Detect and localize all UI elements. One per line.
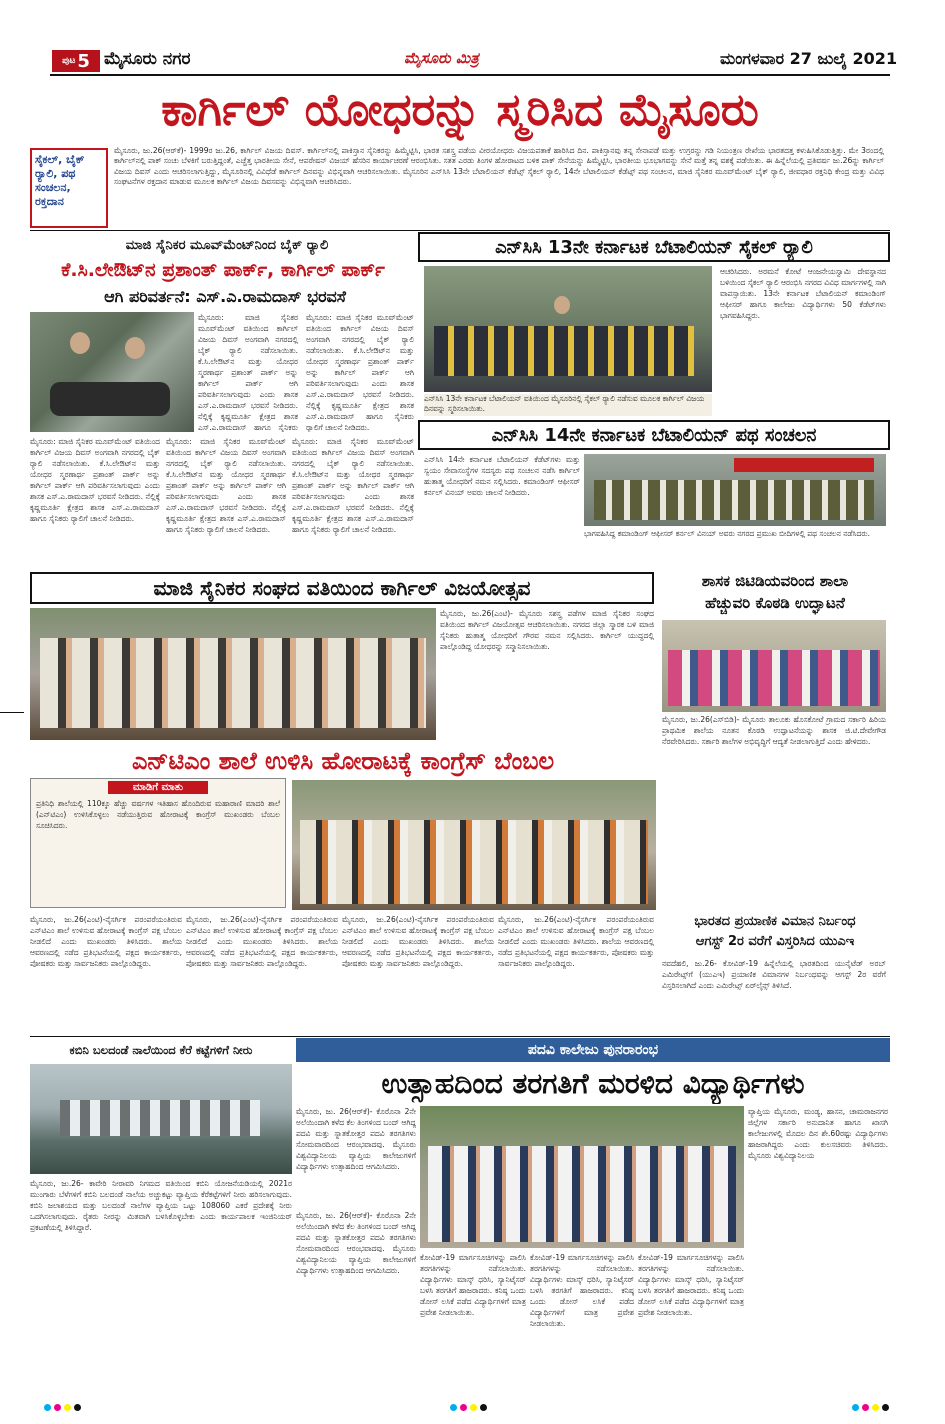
vets-body: ಮೈಸೂರು, ಜು.26(ಎಂಟಿ)- ಮೈಸೂರು ಸಶಸ್ತ್ರ ಪಡೆಗಳ ಮಾಜಿ ಸೈನಿಕರ ಸಂಘದ ವತಿಯಿಂದ ಕಾರ್ಗಿಲ್ ವಿಜಯೋತ್ಸವ ಆಚರಿಸಲಾಯಿತು. ನಗರದ ಜಿಲ್ಲಾ ಸ್ಮಾರಕ ಬಳಿ ಮಾಜಿ ಸೈನಿಕರು ಹುತಾತ್ಮ ಯೋಧರಿಗೆ ಗೌರವ ನಮನ ಸಲ್ಲಿಸಿದರು. ಕಾರ್ಗಿಲ್ ಯುದ್ಧದಲ್ಲಿ ಪಾಲ್ಗೊಂಡಿದ್ದ ಯೋಧರನ್ನು ಸನ್ಮಾನಿಸಲಾಯಿತು. <box>440 609 654 651</box>
photo-marchers <box>594 480 874 520</box>
photo-dam-gates <box>60 1100 260 1136</box>
page-label: ಪುಟ <box>62 56 76 66</box>
ntm-body-col1: ಮೈಸೂರು, ಜು.26(ಎಂಟಿ)-ನೈಸರ್ಗಿಕ ಪರಂಪರೆಯಂತಿರುವ ಎನ್‌ಟಿಎಂ ಶಾಲೆ ಉಳಿಸುವ ಹೋರಾಟಕ್ಕೆ ಕಾಂಗ್ರೆಸ್ ಪಕ್ಷ ಬೆಂಬಲ ನೀಡಲಿದೆ ಎಂದು ಮುಖಂಡರು ತಿಳಿಸಿದರು. ಶಾಲೆಯ ಆವರಣದಲ್ಲಿ ನಡೆದ ಪ್ರತಿಭಟನೆಯಲ್ಲಿ ಪಕ್ಷದ ಕಾರ್ಯಕರ್ತರು, ಪೋಷಕರು ಮತ್ತು ಸಾರ್ವಜನಿಕರು ಪಾಲ್ಗೊಂಡಿದ್ದರು. <box>30 915 182 968</box>
registration-marks-center <box>450 1404 487 1411</box>
ncc13-caption: ಎನ್‌ಸಿಸಿ 13ನೇ ಕರ್ನಾಟಕ ಬೆಟಾಲಿಯನ್ ವತಿಯಿಂದ ಮೈಸೂರಿನಲ್ಲಿ ಸೈಕಲ್ ರ‍್ಯಾಲಿ ನಡೆಸುವ ಮೂಲಕ ಕಾರ್ಗಿಲ್ ವಿಜಯ ದಿನವನ್ನು ಸ್ಮರಿಸಲಾಯಿತು. <box>424 394 712 416</box>
ncc13-body: ಆಚರಿಸಿದರು. ಅರಮನೆ ಕೋಟೆ ಆಂಜನೇಯಸ್ವಾಮಿ ದೇವಸ್ಥಾನದ ಬಳಿಯಿಂದ ಸೈಕಲ್ ರ‍್ಯಾಲಿ ಆರಂಭಿಸಿ ನಗರದ ವಿವಿಧ ಮಾರ್ಗಗಳಲ್ಲಿ ಸಾಗಿ ವಾಪಸ್ಸಾಯಿತು. 13ನೇ ಕರ್ನಾಟಕ ಬೆಟಾಲಿಯನ್ ಕಮಾಂಡಿಂಗ್ ಆಫೀಸರ್ ಹಾಗೂ ಕಾಲೇಜು ವಿದ್ಯಾರ್ಥಿಗಳು 50 ಕೆಡೆಟ್‌ಗಳು ಭಾಗವಹಿಸಿದ್ದರು. <box>720 267 886 320</box>
cyan-dot-icon <box>450 1404 457 1411</box>
ncc13-cycle-rally-photo <box>424 266 712 392</box>
flight-headline-2: ಆಗಸ್ಟ್ 2ರ ವರೆಗೆ ವಿಸ್ತರಿಸಿದ ಯುಎಇ <box>695 934 855 949</box>
lead-sidebar: ಸೈಕಲ್, ಬೈಕ್ ರ‍್ಯಾಲಿ, ಪಥ ಸಂಚಲನ, ರಕ್ತದಾನ <box>30 148 108 228</box>
ncc14-body: ಎನ್‌ಸಿಸಿ 14ನೇ ಕರ್ನಾಟಕ ಬೆಟಾಲಿಯನ್ ಕೆಡೆಟ್‌ಗಳು ಮತ್ತು ಸ್ವಯಂ ಸೇವಾಸಂಸ್ಥೆಗಳ ಸದಸ್ಯರು ಪಥ ಸಂಚಲನ ನಡೆಸಿ ಕಾರ್ಗಿಲ್ ಹುತಾತ್ಮ ಯೋಧರಿಗೆ ನಮನ ಸಲ್ಲಿಸಿದರು. ಕಮಾಂಡಿಂಗ್ ಆಫೀಸರ್ ಕರ್ನಲ್ ವಿನಯ್ ಅವರು ಚಾಲನೆ ನೀಡಿದರು. <box>424 455 580 497</box>
photo-group <box>40 638 426 728</box>
cyan-dot-icon <box>44 1404 51 1411</box>
college-body-col3: ಕೋವಿಡ್-19 ಮಾರ್ಗಸೂಚಿಗಳನ್ನು ಪಾಲಿಸಿ ತರಗತಿಗಳನ್ನು ನಡೆಸಲಾಯಿತು. ವಿದ್ಯಾರ್ಥಿಗಳು ಮಾಸ್ಕ್ ಧರಿಸಿ, ಸ್ಯಾನಿಟೈಸರ್ ಬಳಸಿ ತರಗತಿಗೆ ಹಾಜರಾದರು. ಕನಿಷ್ಠ ಒಂದು ಡೋಸ್ ಲಸಿಕೆ ಪಡೆದ ವಿದ್ಯಾರ್ಥಿಗಳಿಗೆ ಮಾತ್ರ ಪ್ರವೇಶ ನೀಡಲಾಯಿತು. <box>530 1253 634 1328</box>
magenta-dot-icon <box>460 1404 467 1411</box>
school-body: ಮೈಸೂರು, ಜು.26(ಎಸ್‌ಬಿಡಿ)- ಮೈಸೂರು ತಾಲೂಕು ಹೊಸಕೋಟೆ ಗ್ರಾಮದ ಸರ್ಕಾರಿ ಹಿರಿಯ ಪ್ರಾಥಮಿಕ ಶಾಲೆಯ ನೂತನ ಕೊಠಡಿ ಉದ್ಘಾಟನೆಯನ್ನು ಶಾಸಕ ಜಿ.ಟಿ.ದೇವೇಗೌಡ ನೆರವೇರಿಸಿದರು. ಸರ್ಕಾರಿ ಶಾಲೆಗಳ ಅಭಿವೃದ್ಧಿಗೆ ಆದ್ಯತೆ ನೀಡಲಾಗುತ್ತಿದೆ ಎಂದು ಹೇಳಿದರು. <box>662 715 886 746</box>
school-headline-1: ಶಾಸಕ ಜಿಟಿಡಿಯವರಿಂದ ಶಾಲಾ <box>701 572 849 590</box>
college-body-col4: ಕೋವಿಡ್-19 ಮಾರ್ಗಸೂಚಿಗಳನ್ನು ಪಾಲಿಸಿ ತರಗತಿಗಳನ್ನು ನಡೆಸಲಾಯಿತು. ವಿದ್ಯಾರ್ಥಿಗಳು ಮಾಸ್ಕ್ ಧರಿಸಿ, ಸ್ಯಾನಿಟೈಸರ್ ಬಳಸಿ ತರಗತಿಗೆ ಹಾಜರಾದರು. ಕನಿಷ್ಠ ಒಂದು ಡೋಸ್ ಲಸಿಕೆ ಪಡೆದ ವಿದ್ಯಾರ್ಥಿಗಳಿಗೆ ಮಾತ್ರ ಪ್ರವೇಶ ನೀಡಲಾಯಿತು. <box>638 1253 744 1317</box>
issue-date: ಮಂಗಳವಾರ 27 ಜುಲೈ 2021 <box>720 49 898 68</box>
magenta-dot-icon <box>862 1404 869 1411</box>
college-headline: ಉತ್ಸಾಹದಿಂದ ತರಗತಿಗೆ ಮರಳಿದ ವಿದ್ಯಾರ್ಥಿಗಳು <box>381 1067 805 1100</box>
flight-body: ನವದೆಹಲಿ, ಜು.26- ಕೋವಿಡ್-19 ಹಿನ್ನೆಲೆಯಲ್ಲಿ ಭಾರತದಿಂದ ಯುನೈಟೆಡ್ ಅರಬ್ ಎಮಿರೇಟ್ಸ್‌ಗೆ (ಯುಎಇ) ಪ್ರಯಾಣಿಕ ವಿಮಾನಗಳ ನಿರ್ಬಂಧವನ್ನು ಆಗಸ್ಟ್ 2ರ ವರೆಗೆ ವಿಸ್ತರಿಸಲಾಗಿದೆ ಎಂದು ಎಮಿರೇಟ್ಸ್ ಏರ್‌ಲೈನ್ಸ್ ತಿಳಿಸಿದೆ. <box>662 959 886 990</box>
college-students-photo <box>420 1106 744 1248</box>
bike-body-col2: ಮೈಸೂರು: ಮಾಜಿ ಸೈನಿಕರ ಮೂವ್‌ಮೆಂಟ್ ವತಿಯಿಂದ ಕಾರ್ಗಿಲ್ ವಿಜಯ ದಿವಸ್ ಅಂಗವಾಗಿ ನಗರದಲ್ಲಿ ಬೈಕ್ ರ‍್ಯಾಲಿ ನಡೆಸಲಾಯಿತು. ಕೆ.ಸಿ.ಲೇಔಟ್‌ನ ಮತ್ತು ಯೋಧರ ಸ್ಮರಣಾರ್ಥ ಪ್ರಶಾಂತ್ ಪಾರ್ಕ್ ಅನ್ನು ಕಾರ್ಗಿಲ್ ಪಾರ್ಕ್ ಆಗಿ ಪರಿವರ್ತಿಸಲಾಗುವುದು ಎಂದು ಶಾಸಕ ಎಸ್.ಎ.ರಾಮದಾಸ್ ಭರವಸೆ ನೀಡಿದರು. ನೆಲ್ಲಿಕ್ಕೆ ಕೃಷ್ಣಮೂರ್ತಿ ಕ್ಷೇತ್ರದ ಶಾಸಕ ಎಸ್.ಎ.ರಾಮದಾಸ್ ಹಾಗೂ ಸೈನಿಕರು ರ‍್ಯಾಲಿಗೆ ಚಾಲನೆ ನೀಡಿದರು. <box>306 313 414 432</box>
school-headline-2: ಹೆಚ್ಚುವರಿ ಕೊಠಡಿ ಉದ್ಘಾಟನೆ <box>705 594 845 612</box>
cyan-dot-icon <box>852 1404 859 1411</box>
black-dot-icon <box>882 1404 889 1411</box>
mid-rule <box>30 1036 890 1037</box>
black-dot-icon <box>480 1404 487 1411</box>
yellow-dot-icon <box>64 1404 71 1411</box>
college-kicker: ಪದವಿ ಕಾಲೇಜು ಪುನರಾರಂಭ <box>296 1038 890 1062</box>
photo-motorbike <box>50 382 170 416</box>
ncc14-headline: ಎನ್‌ಸಿಸಿ 14ನೇ ಕರ್ನಾಟಕ ಬೆಟಾಲಿಯನ್ ಪಥ ಸಂಚಲನ <box>418 420 890 450</box>
ntm-headline: ಎನ್‌ಟಿಎಂ ಶಾಲೆ ಉಳಿಸಿ ಹೋರಾಟಕ್ಕೆ ಕಾಂಗ್ರೆಸ್ ಬೆಂಬಲ <box>131 747 555 775</box>
section-title: ಮೈಸೂರು ನಗರ <box>104 49 191 69</box>
photo-figure <box>554 296 570 314</box>
lead-headline: ಕಾರ್ಗಿಲ್ ಯೋಧರನ್ನು ಸ್ಮರಿಸಿದ ಮೈಸೂರು <box>161 83 759 136</box>
bike-body-col4: ಮೈಸೂರು: ಮಾಜಿ ಸೈನಿಕರ ಮೂವ್‌ಮೆಂಟ್ ವತಿಯಿಂದ ಕಾರ್ಗಿಲ್ ವಿಜಯ ದಿವಸ್ ಅಂಗವಾಗಿ ನಗರದಲ್ಲಿ ಬೈಕ್ ರ‍್ಯಾಲಿ ನಡೆಸಲಾಯಿತು. ಕೆ.ಸಿ.ಲೇಔಟ್‌ನ ಮತ್ತು ಯೋಧರ ಸ್ಮರಣಾರ್ಥ ಪ್ರಶಾಂತ್ ಪಾರ್ಕ್ ಅನ್ನು ಕಾರ್ಗಿಲ್ ಪಾರ್ಕ್ ಆಗಿ ಪರಿವರ್ತಿಸಲಾಗುವುದು ಎಂದು ಶಾಸಕ ಎಸ್.ಎ.ರಾಮದಾಸ್ ಭರವಸೆ ನೀಡಿದರು. ನೆಲ್ಲಿಕ್ಕೆ ಕೃಷ್ಣಮೂರ್ತಿ ಕ್ಷೇತ್ರದ ಶಾಸಕ ಎಸ್.ಎ.ರಾಮದಾಸ್ ಹಾಗೂ ಸೈನಿಕರು ರ‍್ಯಾಲಿಗೆ ಚಾಲನೆ ನೀಡಿದರು. <box>166 437 286 534</box>
school-photo <box>662 620 886 712</box>
bike-subhead: ಆಗಿ ಪರಿವರ್ತನೆ: ಎಸ್.ಎ.ರಾಮದಾಸ್ ಭರವಸೆ <box>104 287 346 306</box>
bike-kicker: ಮಾಜಿ ಸೈನಿಕರ ಮೂವ್‌ಮೆಂಟ್‌ನಿಂದ ಬೈಕ್ ರ‍್ಯಾಲಿ <box>125 237 329 253</box>
ntm-sidebar-body: ಪ್ರತಿನಿಧಿ ಶಾಲೆಯಲ್ಲಿ 110ಕ್ಕೂ ಹೆಚ್ಚು ವರ್ಷಗಳ ಇತಿಹಾಸ ಹೊಂದಿರುವ ಮಹಾರಾಣಿ ಮಾದರಿ ಶಾಲೆ (ಎನ್‌ಟಿಎಂ) ಉಳಿಸಿಕೊಳ್ಳಲು ನಡೆಯುತ್ತಿರುವ ಹೋರಾಟಕ್ಕೆ ಕಾಂಗ್ರೆಸ್ ಮುಖಂಡರು ಬೆಂಬಲ ಸೂಚಿಸಿದರು. <box>36 799 280 830</box>
lead-body: ಮೈಸೂರು, ಜು.26(ಆರ್‌ಕೆ)- 1999ರ ಜು.26, ಕಾರ್ಗಿಲ್ ವಿಜಯ ದಿವಸ್. ಕಾರ್ಗಿಲ್‌ನಲ್ಲಿ ಪಾಕಿಸ್ತಾನ ಸೈನಿಕರನ್ನು ಹಿಮ್ಮೆಟ್ಟಿಸಿ, ಭಾರತ ಸಶಸ್ತ್ರ ಪಡೆಯ ವೀರಯೋಧರು ವಿಜಯಪತಾಕೆ ಹಾರಿಸಿದ ದಿನ. ಪಾಕಿಸ್ತಾನವು ತನ್ನ ಸೇನಾಪಡೆ ಮತ್ತು ಉಗ್ರರನ್ನು ಗಡಿ ನಿಯಂತ್ರಣ ರೇಖೆಯ ಭಾರತದತ್ತ ಕಳುಹಿಸಿಕೊಡುತ್ತಿತ್ತು. ಮೇ 3ರಂದಲ್ಲಿ ಕಾರ್ಗಿಲ್‌ನಲ್ಲಿ ಪಾಕ್ ಸಂಚು ಬೆಳಕಿಗೆ ಬರುತ್ತಿದ್ದಂತೆ, ಎಚ್ಚೆತ್ತ ಭಾರತೀಯ ಸೇನೆ, ಆಪರೇಷನ್ ವಿಜಯ್ ಹೆಸರಿನ ಕಾರ್ಯಾಚರಣೆ ಆರಂಭಿಸಿತು. ಸತತ ಎರಡು ತಿಂಗಳ ಹೋರಾಟದ ಬಳಿಕ ಪಾಕ್ ಸೇನೆಯನ್ನು ಹಿಮ್ಮೆಟ್ಟಿಸಿ, ಭಾರತೀಯ ಭೂಭಾಗವನ್ನು ಸೇನೆ ಮತ್ತೆ ತನ್ನ ವಶಕ್ಕೆ ಪಡೆಯಿತು. ಈ ಹಿನ್ನೆಲೆಯಲ್ಲಿ ಪ್ರತಿವರ್ಷ ಜು.26ನ್ನು ಕಾರ್ಗಿಲ್ ವಿಜಯ ದಿವಸ್ ಎಂದು ಆಚರಿಸಲಾಗುತ್ತಿದ್ದು, ಮೈಸೂರಿನಲ್ಲಿ ವಿವಿಧೆಡೆ ಕಾರ್ಗಿಲ್ ದಿನವನ್ನು ವಿಭಿನ್ನವಾಗಿ ಆಚರಿಸಲಾಯಿತು. ಮೈಸೂರಿನ ಎನ್‌ಸಿಸಿ 13ನೇ ಬೆಟಾಲಿಯನ್ ಕೆಡೆಟ್ಸ್ ಸೈಕಲ್ ರ‍್ಯಾಲಿ, 14ನೇ ಬೆಟಾಲಿಯನ್ ಕೆಡೆಟ್ಸ್ ಪಥ ಸಂಚಲನ, ಮಾಜಿ ಸೈನಿಕರ ಮೂವ್‌ಮೆಂಟ್ ಬೈಕ್ ರ‍್ಯಾಲಿ, ಜೀವಧಾರ ರಕ್ತನಿಧಿ ಕೇಂದ್ರ ಮತ್ತು ವಿವಿಧ ಸಂಘಟನೆಗಳ ರಕ್ತದಾನ ಮಾಡುವ ಮೂಲಕ ಕಾರ್ಗಿಲ್ ವಿಜಯ ದಿವಸವನ್ನು ವಿಭಿನ್ನವಾಗಿ ಆಚರಿಸಿದರು. <box>114 146 884 187</box>
photo-figure <box>70 332 90 354</box>
photo-banner <box>734 458 874 472</box>
bike-rally-photo <box>30 312 194 432</box>
kabini-body: ಮೈಸೂರು, ಜು.26- ಕಾವೇರಿ ನೀರಾವರಿ ನಿಗಮದ ವತಿಯಿಂದ ಕಬಿನಿ ಯೋಜನೆಯಡಿಯಲ್ಲಿ 2021ರ ಮುಂಗಾರು ಬೆಳೆಗಳಿಗೆ ಕಬಿನಿ ಬಲದಂಡೆ ನಾಲೆಯ ಅಚ್ಚುಕಟ್ಟು ವ್ಯಾಪ್ತಿಯ ಕೆರೆಕಟ್ಟೆಗಳಿಗೆ ನೀರು ಹರಿಸಲಾಗುವುದು. ಕಬಿನಿ ಜಲಾಶಯದ ಮತ್ತು ಬಲದಂಡೆ ನಾಲೆಗಳ ವ್ಯಾಪ್ತಿಯ ಒಟ್ಟು 108060 ಎಕರೆ ಪ್ರದೇಶಕ್ಕೆ ನೀರು ಒದಗಿಸಲಾಗುವುದು. ರೈತರು ನೀರನ್ನು ಮಿತವಾಗಿ ಬಳಸಿಕೊಳ್ಳಬೇಕು ಎಂದು ಕಾರ್ಯಪಾಲಕ ಇಂಜಿನಿಯರ್ ಪ್ರಕಟಣೆಯಲ್ಲಿ ತಿಳಿಸಿದ್ದಾರೆ. <box>30 1179 292 1232</box>
magenta-dot-icon <box>54 1404 61 1411</box>
black-dot-icon <box>74 1404 81 1411</box>
photo-students <box>428 1146 736 1242</box>
ncc14-caption: ಭಾಗವಹಿಸಿದ್ದ ಕಮಾಂಡಿಂಗ್ ಆಫೀಸರ್ ಕರ್ನಲ್ ವಿನಯ್ ಅವರು ನಗರದ ಪ್ರಮುಖ ಬೀದಿಗಳಲ್ಲಿ ಪಥ ಸಂಚಲನ ನಡೆಸಿದರು. <box>584 529 871 538</box>
ntm-body-col3: ಮೈಸೂರು, ಜು.26(ಎಂಟಿ)-ನೈಸರ್ಗಿಕ ಪರಂಪರೆಯಂತಿರುವ ಎನ್‌ಟಿಎಂ ಶಾಲೆ ಉಳಿಸುವ ಹೋರಾಟಕ್ಕೆ ಕಾಂಗ್ರೆಸ್ ಪಕ್ಷ ಬೆಂಬಲ ನೀಡಲಿದೆ ಎಂದು ಮುಖಂಡರು ತಿಳಿಸಿದರು. ಶಾಲೆಯ ಆವರಣದಲ್ಲಿ ನಡೆದ ಪ್ರತಿಭಟನೆಯಲ್ಲಿ ಪಕ್ಷದ ಕಾರ್ಯಕರ್ತರು, ಪೋಷಕರು ಮತ್ತು ಸಾರ್ವಜನಿಕರು ಪಾಲ್ಗೊಂಡಿದ್ದರು. <box>342 915 494 968</box>
photo-protesters <box>300 820 648 904</box>
kabini-headline: ಕಬಿನಿ ಬಲದಂಡೆ ನಾಲೆಯಿಂದ ಕೆರೆ ಕಟ್ಟೆಗಳಿಗೆ ನೀರು <box>69 1043 253 1057</box>
masthead-logo: ಮೈಸೂರು ಮಿತ್ರ <box>404 49 479 67</box>
bike-body-col3: ಮೈಸೂರು: ಮಾಜಿ ಸೈನಿಕರ ಮೂವ್‌ಮೆಂಟ್ ವತಿಯಿಂದ ಕಾರ್ಗಿಲ್ ವಿಜಯ ದಿವಸ್ ಅಂಗವಾಗಿ ನಗರದಲ್ಲಿ ಬೈಕ್ ರ‍್ಯಾಲಿ ನಡೆಸಲಾಯಿತು. ಕೆ.ಸಿ.ಲೇಔಟ್‌ನ ಮತ್ತು ಯೋಧರ ಸ್ಮರಣಾರ್ಥ ಪ್ರಶಾಂತ್ ಪಾರ್ಕ್ ಅನ್ನು ಕಾರ್ಗಿಲ್ ಪಾರ್ಕ್ ಆಗಿ ಪರಿವರ್ತಿಸಲಾಗುವುದು ಎಂದು ಶಾಸಕ ಎಸ್.ಎ.ರಾಮದಾಸ್ ಭರವಸೆ ನೀಡಿದರು. ನೆಲ್ಲಿಕ್ಕೆ ಕೃಷ್ಣಮೂರ್ತಿ ಕ್ಷೇತ್ರದ ಶಾಸಕ ಎಸ್.ಎ.ರಾಮದಾಸ್ ಹಾಗೂ ಸೈನಿಕರು ರ‍್ಯಾಲಿಗೆ ಚಾಲನೆ ನೀಡಿದರು. <box>30 437 160 523</box>
header-rule <box>50 74 890 76</box>
photo-figure <box>125 337 145 359</box>
lead-rule <box>30 230 890 231</box>
college-body-left: ಮೈಸೂರು, ಜು. 26(ಆರ್‌ಕೆ)- ಕೊರೊನಾ 2ನೇ ಅಲೆಯಿಂದಾಗಿ ಕಳೆದ ಕೆಲ ತಿಂಗಳಿಂದ ಬಂದ್ ಆಗಿದ್ದ ಪದವಿ ಮತ್ತು ಸ್ನಾತಕೋತ್ತರ ಪದವಿ ತರಗತಿಗಳು ಸೋಮವಾರದಿಂದ ಆರಂಭವಾದವು. ಮೈಸೂರು ವಿಶ್ವವಿದ್ಯಾನಿಲಯ ವ್ಯಾಪ್ತಿಯ ಕಾಲೇಜುಗಳಿಗೆ ವಿದ್ಯಾರ್ಥಿಗಳು ಉತ್ಸಾಹದಿಂದ ಆಗಮಿಸಿದರು. <box>296 1107 416 1171</box>
college-body-right: ವ್ಯಾಪ್ತಿಯ ಮೈಸೂರು, ಮಂಡ್ಯ, ಹಾಸನ, ಚಾಮರಾಜನಗರ ಜಿಲ್ಲೆಗಳ ಸರ್ಕಾರಿ ಅನುದಾನಿತ ಹಾಗೂ ಖಾಸಗಿ ಕಾಲೇಜುಗಳಲ್ಲಿ ಮೊದಲ ದಿನ ಶೇ.60ರಷ್ಟು ವಿದ್ಯಾರ್ಥಿಗಳು ಹಾಜರಾಗಿದ್ದರು ಎಂದು ಕುಲಸಚಿವರು ತಿಳಿಸಿದರು. ಮೈಸೂರು ವಿಶ್ವವಿದ್ಯಾನಿಲಯ <box>748 1107 888 1160</box>
registration-marks-left <box>44 1404 81 1411</box>
college-body-col2: ಕೋವಿಡ್-19 ಮಾರ್ಗಸೂಚಿಗಳನ್ನು ಪಾಲಿಸಿ ತರಗತಿಗಳನ್ನು ನಡೆಸಲಾಯಿತು. ವಿದ್ಯಾರ್ಥಿಗಳು ಮಾಸ್ಕ್ ಧರಿಸಿ, ಸ್ಯಾನಿಟೈಸರ್ ಬಳಸಿ ತರಗತಿಗೆ ಹಾಜರಾದರು. ಕನಿಷ್ಠ ಒಂದು ಡೋಸ್ ಲಸಿಕೆ ಪಡೆದ ವಿದ್ಯಾರ್ಥಿಗಳಿಗೆ ಮಾತ್ರ ಪ್ರವೇಶ ನೀಡಲಾಯಿತು. <box>420 1253 526 1317</box>
ncc14-march-photo <box>584 454 886 526</box>
vets-group-photo <box>30 608 436 740</box>
yellow-dot-icon <box>872 1404 879 1411</box>
bike-body-col1: ಮೈಸೂರು: ಮಾಜಿ ಸೈನಿಕರ ಮೂವ್‌ಮೆಂಟ್ ವತಿಯಿಂದ ಕಾರ್ಗಿಲ್ ವಿಜಯ ದಿವಸ್ ಅಂಗವಾಗಿ ನಗರದಲ್ಲಿ ಬೈಕ್ ರ‍್ಯಾಲಿ ನಡೆಸಲಾಯಿತು. ಕೆ.ಸಿ.ಲೇಔಟ್‌ನ ಮತ್ತು ಯೋಧರ ಸ್ಮರಣಾರ್ಥ ಪ್ರಶಾಂತ್ ಪಾರ್ಕ್ ಅನ್ನು ಕಾರ್ಗಿಲ್ ಪಾರ್ಕ್ ಆಗಿ ಪರಿವರ್ತಿಸಲಾಗುವುದು ಎಂದು ಶಾಸಕ ಎಸ್.ಎ.ರಾಮದಾಸ್ ಭರವಸೆ ನೀಡಿದರು. ನೆಲ್ಲಿಕ್ಕೆ ಕೃಷ್ಣಮೂರ್ತಿ ಕ್ಷೇತ್ರದ ಶಾಸಕ ಎಸ್.ಎ.ರಾಮದಾಸ್ ಹಾಗೂ ಸೈನಿಕರು <box>198 313 298 432</box>
crop-mark <box>0 712 24 713</box>
flight-headline-1: ಭಾರತದ ಪ್ರಯಾಣಿಕ ವಿಮಾನ ನಿರ್ಬಂಧ <box>694 914 856 929</box>
yellow-dot-icon <box>470 1404 477 1411</box>
page-number: 5 <box>77 50 90 72</box>
college-body-col1: ಮೈಸೂರು, ಜು. 26(ಆರ್‌ಕೆ)- ಕೊರೊನಾ 2ನೇ ಅಲೆಯಿಂದಾಗಿ ಕಳೆದ ಕೆಲ ತಿಂಗಳಿಂದ ಬಂದ್ ಆಗಿದ್ದ ಪದವಿ ಮತ್ತು ಸ್ನಾತಕೋತ್ತರ ಪದವಿ ತರಗತಿಗಳು ಸೋಮವಾರದಿಂದ ಆರಂಭವಾದವು. ಮೈಸೂರು ವಿಶ್ವವಿದ್ಯಾನಿಲಯ ವ್ಯಾಪ್ತಿಯ ಕಾಲೇಜುಗಳಿಗೆ ವಿದ್ಯಾರ್ಥಿಗಳು ಉತ್ಸಾಹದಿಂದ ಆಗಮಿಸಿದರು. <box>296 1211 416 1275</box>
page-number-badge <box>52 50 100 72</box>
bike-body-col5: ಮೈಸೂರು: ಮಾಜಿ ಸೈನಿಕರ ಮೂವ್‌ಮೆಂಟ್ ವತಿಯಿಂದ ಕಾರ್ಗಿಲ್ ವಿಜಯ ದಿವಸ್ ಅಂಗವಾಗಿ ನಗರದಲ್ಲಿ ಬೈಕ್ ರ‍್ಯಾಲಿ ನಡೆಸಲಾಯಿತು. ಕೆ.ಸಿ.ಲೇಔಟ್‌ನ ಮತ್ತು ಯೋಧರ ಸ್ಮರಣಾರ್ಥ ಪ್ರಶಾಂತ್ ಪಾರ್ಕ್ ಅನ್ನು ಕಾರ್ಗಿಲ್ ಪಾರ್ಕ್ ಆಗಿ ಪರಿವರ್ತಿಸಲಾಗುವುದು ಎಂದು ಶಾಸಕ ಎಸ್.ಎ.ರಾಮದಾಸ್ ಭರವಸೆ ನೀಡಿದರು. ನೆಲ್ಲಿಕ್ಕೆ ಕೃಷ್ಣಮೂರ್ತಿ ಕ್ಷೇತ್ರದ ಶಾಸಕ ಎಸ್.ಎ.ರಾಮದಾಸ್ ಹಾಗೂ ಸೈನಿಕರು ರ‍್ಯಾಲಿಗೆ ಚಾಲನೆ ನೀಡಿದರು. <box>292 437 414 534</box>
kabini-dam-photo <box>30 1064 292 1174</box>
ntm-protest-photo <box>292 780 656 910</box>
ntm-body-col2: ಮೈಸೂರು, ಜು.26(ಎಂಟಿ)-ನೈಸರ್ಗಿಕ ಪರಂಪರೆಯಂತಿರುವ ಎನ್‌ಟಿಎಂ ಶಾಲೆ ಉಳಿಸುವ ಹೋರಾಟಕ್ಕೆ ಕಾಂಗ್ರೆಸ್ ಪಕ್ಷ ಬೆಂಬಲ ನೀಡಲಿದೆ ಎಂದು ಮುಖಂಡರು ತಿಳಿಸಿದರು. ಶಾಲೆಯ ಆವರಣದಲ್ಲಿ ನಡೆದ ಪ್ರತಿಭಟನೆಯಲ್ಲಿ ಪಕ್ಷದ ಕಾರ್ಯಕರ್ತರು, ಪೋಷಕರು ಮತ್ತು ಸಾರ್ವಜನಿಕರು ಪಾಲ್ಗೊಂಡಿದ್ದರು. <box>186 915 338 968</box>
ncc13-headline: ಎನ್‌ಸಿಸಿ 13ನೇ ಕರ್ನಾಟಕ ಬೆಟಾಲಿಯನ್ ಸೈಕಲ್ ರ‍್ಯಾಲಿ <box>418 232 890 262</box>
ntm-body-col4: ಮೈಸೂರು, ಜು.26(ಎಂಟಿ)-ನೈಸರ್ಗಿಕ ಪರಂಪರೆಯಂತಿರುವ ಎನ್‌ಟಿಎಂ ಶಾಲೆ ಉಳಿಸುವ ಹೋರಾಟಕ್ಕೆ ಕಾಂಗ್ರೆಸ್ ಪಕ್ಷ ಬೆಂಬಲ ನೀಡಲಿದೆ ಎಂದು ಮುಖಂಡರು ತಿಳಿಸಿದರು. ಶಾಲೆಯ ಆವರಣದಲ್ಲಿ ನಡೆದ ಪ್ರತಿಭಟನೆಯಲ್ಲಿ ಪಕ್ಷದ ಕಾರ್ಯಕರ್ತರು, ಪೋಷಕರು ಮತ್ತು ಸಾರ್ವಜನಿಕರು ಪಾಲ್ಗೊಂಡಿದ್ದರು. <box>498 915 654 968</box>
vets-headline: ಮಾಜಿ ಸೈನಿಕರ ಸಂಘದ ವತಿಯಿಂದ ಕಾರ್ಗಿಲ್ ವಿಜಯೋತ್ಸವ <box>30 572 654 604</box>
bike-headline: ಕೆ.ಸಿ.ಲೇಔಟ್‌ನ ಪ್ರಶಾಂತ್ ಪಾರ್ಕ್, ಕಾರ್ಗಿಲ್ ಪಾರ್ಕ್ <box>30 256 416 284</box>
ntm-sidebar-title: ಮಾಡಿಗೆ ಮಾತು <box>108 781 208 794</box>
photo-people <box>668 650 880 706</box>
registration-marks-right <box>852 1404 889 1411</box>
photo-cyclists <box>434 326 694 376</box>
ntm-sidebar <box>30 778 286 908</box>
